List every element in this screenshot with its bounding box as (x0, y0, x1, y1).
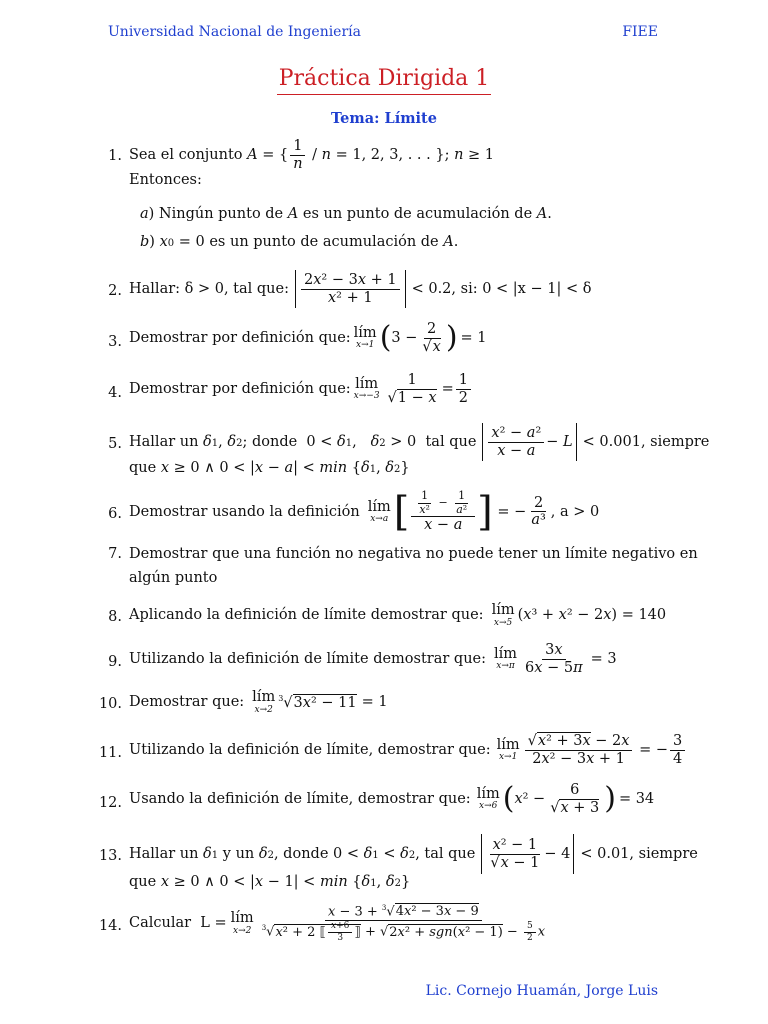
problem-2-statement: Hallar: δ > 0, tal que: $\frac{\text{2x² − 3x + 1}}{\text{x² + 1}}$ < 0.2, si: 0 < |x − 1| < δ (129, 270, 591, 308)
problem-1-option-a: a) Ningún punto de A es un punto de acumulación de A. (140, 206, 552, 222)
problem-13-line2: que x ≥ 0 ∧ 0 < |x − 1| < min {δ1, δ2} (129, 874, 411, 890)
page-title: Práctica Dirigida 1 (0, 66, 768, 91)
problem-number: 1. (108, 148, 122, 164)
problem-13-statement: Hallar un δ1 y un δ2, donde 0 < δ1 < δ2, tal que $\frac{\text{x² − 1}}{√x - 1}$ − 4 < 0.01, siempre (129, 834, 698, 874)
problem-3-statement: Demostrar por definición que: lím x→1 ( 3 − $\frac{2}{√x}$ ) = 1 (129, 320, 487, 356)
problem-number: 13. (98, 848, 122, 864)
problem-number: 14. (98, 918, 122, 934)
problem-7-statement: Demostrar que una función no negativa no puede tener un límite negativo en (129, 546, 698, 562)
problem-number: 8. (108, 609, 122, 625)
problem-1-statement: Sea el conjunto A = { $\frac{1}{n}$ / n = 1, 2, 3, . . . }; n ≥ 1 (129, 138, 495, 172)
problem-8-statement: Aplicando la definición de límite demostrar que: lím x→5 (x³ + x² − 2x) = 140 (129, 602, 667, 628)
problem-number: 9. (108, 654, 122, 670)
problem-14-statement: Calcular L = lím x→2 x − 3 + $^3$√4x² − 3x − 9 $^3$√x² + 2 ⟦ $\frac{x+6}{3}$ ⟧ + √2x² + sgn(x² − 1) − $\frac{5}{2}$ x (129, 904, 546, 943)
problem-number: 6. (108, 506, 122, 522)
problem-7-line2: algún punto (129, 570, 218, 586)
problem-number: 7. (108, 546, 122, 562)
problem-5-line2: que x ≥ 0 ∧ 0 < |x − a| < min {δ1, δ2} (129, 460, 410, 476)
header-university: Universidad Nacional de Ingeniería (108, 24, 361, 40)
problem-number: 12. (98, 795, 122, 811)
problem-10-statement: Demostrar que: lím x→2 $^3$√3x² − 11 = 1 (129, 689, 388, 715)
problem-6-statement: Demostrar usando la definición lím x→a [ $\frac{1}{\text{x²}}$ − $\frac{1}{\text{a²}}$ x − a ] = − $\frac{2}{\text{a³}}$ , a > 0 (129, 488, 600, 535)
problem-5-statement: Hallar un δ1, δ2; donde 0 < δ1, δ2 > 0 tal que $\frac{\text{x² − a²}}{x - a}$ − L < 0.001, siempre (129, 423, 709, 461)
problem-12-statement: Usando la definición de límite, demostrar que: lím x→6 ( x ² − $\frac{6}{√x + 3}$ ) = 34 (129, 781, 655, 817)
topic-heading: Tema: Límite (331, 110, 437, 127)
problem-number: 10. (98, 696, 122, 712)
problem-number: 5. (108, 436, 122, 452)
problem-number: 11. (98, 745, 122, 761)
problem-11-statement: Utilizando la definición de límite, demostrar que: lím x→1 $\frac{\text{√x² + 3x − 2x}}{\text{2x² − 3x + 1}}$ = − $\frac{3}{4}$ (129, 733, 687, 767)
problem-number: 2. (108, 283, 122, 299)
problem-number: 4. (108, 385, 122, 401)
header-faculty: FIEE (622, 24, 658, 40)
problem-number: 3. (108, 334, 122, 350)
problem-1-option-b: b) x0 = 0 es un punto de acumulación de A. (140, 234, 459, 250)
problem-4-statement: Demostrar por definición que: lím x→−3 $\frac{1}{√1 - x}$ = $\frac{1}{2}$ (129, 372, 473, 406)
footer-author: Lic. Cornejo Huamán, Jorge Luis (425, 983, 658, 999)
problem-1-line2: Entonces: (129, 172, 202, 188)
problem-9-statement: Utilizando la definición de límite demostrar que: lím x→π $\frac{3x}{6x - 5\pi}$ = 3 (129, 642, 617, 676)
